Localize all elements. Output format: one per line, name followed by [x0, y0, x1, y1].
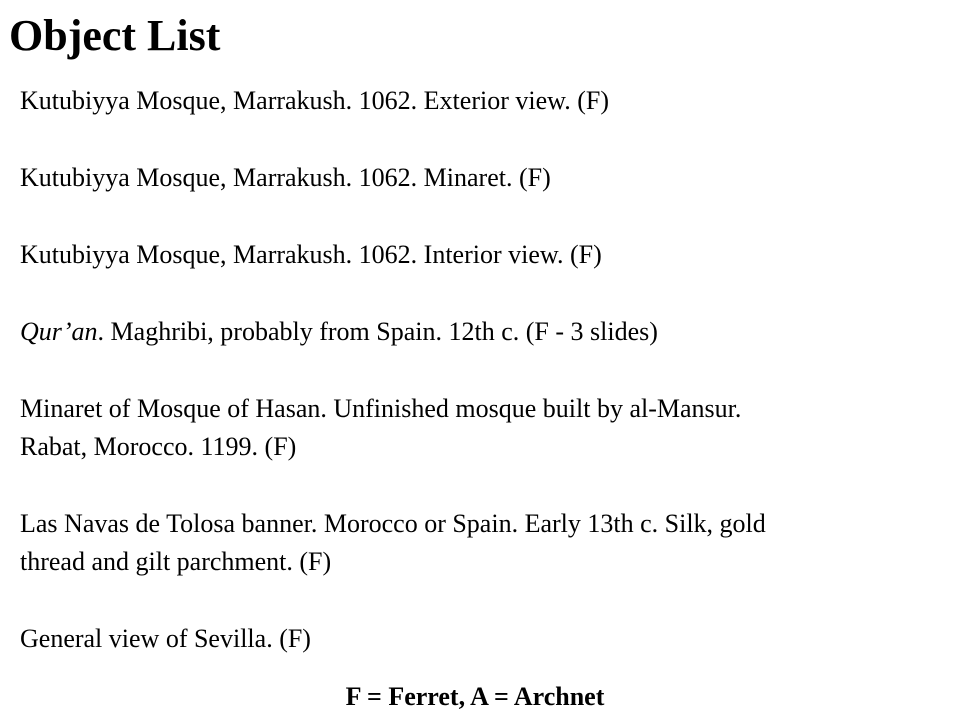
entry-line-2: Rabat, Morocco. 1199. (F) [20, 432, 297, 461]
entry-text: General view of Sevilla. (F) [20, 624, 311, 653]
list-item [20, 620, 950, 658]
list-item [20, 313, 950, 351]
entry-text: Kutubiyya Mosque, Marrakush. 1062. Interior view. (F) [20, 240, 602, 269]
entry-line-2: thread and gilt parchment. (F) [20, 547, 332, 576]
legend-note: F = Ferret, A = Archnet [345, 682, 605, 711]
page-title: Object List [9, 11, 221, 60]
entry-text: . Maghribi, probably from Spain. 12th c. (F - 3 slides) [97, 317, 658, 346]
entry-line-1: Las Navas de Tolosa banner. Morocco or Spain. Early 13th c. Silk, gold [20, 509, 766, 538]
list-item [20, 236, 950, 274]
list-item [20, 390, 950, 466]
object-list [20, 82, 950, 658]
list-item [20, 505, 950, 581]
entry-line-1: Minaret of Mosque of Hasan. Unfinished mosque built by al-Mansur. [20, 394, 742, 423]
entry-text: Kutubiyya Mosque, Marrakush. 1062. Minaret. (F) [20, 163, 551, 192]
entry-italic-title: Qur’an [20, 317, 98, 346]
list-item [20, 159, 950, 197]
list-item [20, 82, 950, 120]
entry-text: Kutubiyya Mosque, Marrakush. 1062. Exterior view. (F) [20, 86, 609, 115]
